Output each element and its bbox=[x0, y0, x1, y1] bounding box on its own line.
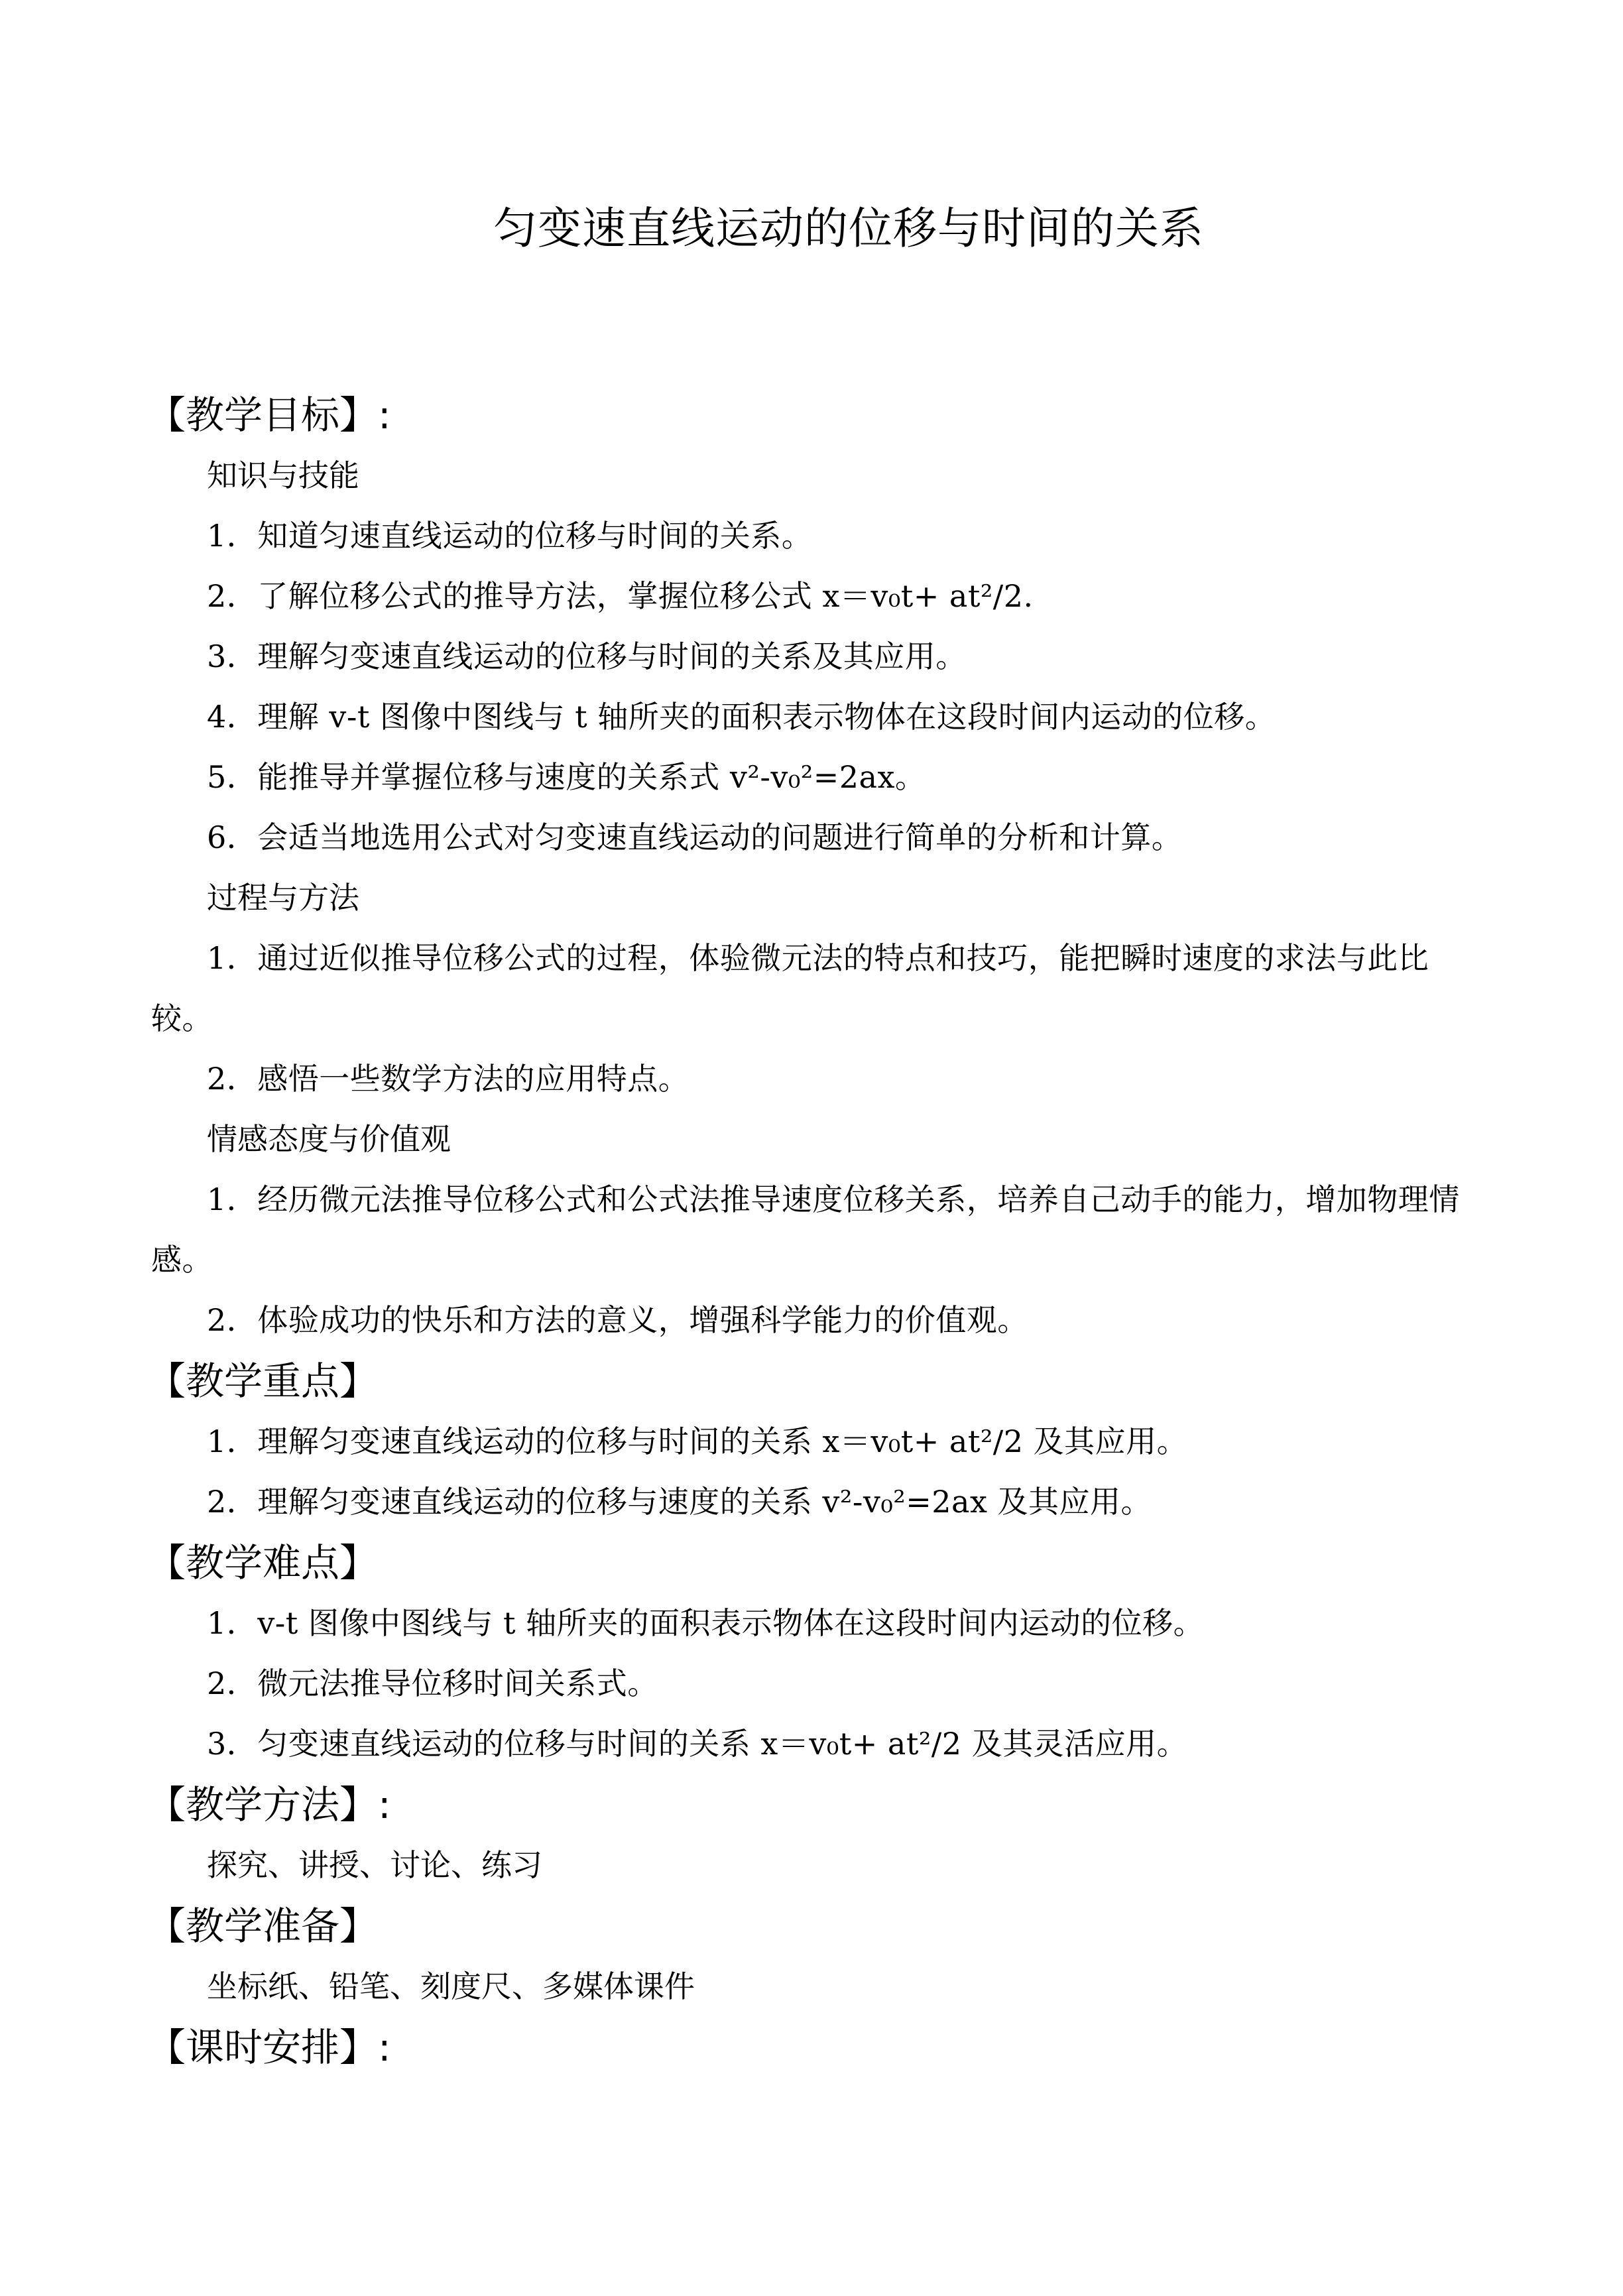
section-heading-difficulties: 【教学难点】 bbox=[147, 1540, 379, 1585]
subheading-emotion: 情感态度与价值观 bbox=[207, 1121, 451, 1157]
section-heading-schedule: 【课时安排】: bbox=[147, 2025, 391, 2070]
difficulty-item: 3．匀变速直线运动的位移与时间的关系 x＝v₀t+ at²/2 及其灵活应用。 bbox=[207, 1726, 1188, 1762]
objective-process-item: 2．感悟一些数学方法的应用特点。 bbox=[207, 1061, 690, 1097]
section-heading-preparation: 【教学准备】 bbox=[147, 1903, 379, 1949]
objective-knowledge-item: 4．理解 v-t 图像中图线与 t 轴所夹的面积表示物体在这段时间内运动的位移。 bbox=[207, 699, 1276, 735]
objective-knowledge-item: 6．会适当地选用公式对匀变速直线运动的问题进行简单的分析和计算。 bbox=[207, 819, 1183, 855]
document-body bbox=[147, 385, 1490, 2078]
document-title: 匀变速直线运动的位移与时间的关系 bbox=[493, 203, 1204, 254]
subheading-knowledge: 知识与技能 bbox=[207, 457, 359, 493]
preparation-text: 坐标纸、铅笔、刻度尺、多媒体课件 bbox=[207, 1968, 695, 2004]
section-heading-objectives: 【教学目标】: bbox=[147, 393, 391, 438]
section-heading-key-points: 【教学重点】 bbox=[147, 1359, 379, 1404]
section-heading-methods: 【教学方法】: bbox=[147, 1782, 391, 1827]
key-point-item: 2．理解匀变速直线运动的位移与速度的关系 v²-v₀²=2ax 及其应用。 bbox=[207, 1484, 1152, 1520]
objective-knowledge-item: 2．了解位移公式的推导方法，掌握位移公式 x＝v₀t+ at²/2. bbox=[207, 578, 1034, 614]
objective-knowledge-item: 5．能推导并掌握位移与速度的关系式 v²-v₀²=2ax。 bbox=[207, 759, 926, 795]
difficulty-item: 1．v-t 图像中图线与 t 轴所夹的面积表示物体在这段时间内运动的位移。 bbox=[207, 1605, 1205, 1641]
objective-emotion-item: 1．经历微元法推导位移公式和公式法推导速度位移关系，培养自己动手的能力，增加物理情感。 bbox=[151, 1181, 1460, 1278]
methods-text: 探究、讲授、讨论、练习 bbox=[207, 1847, 542, 1883]
objective-knowledge-item: 1．知道匀速直线运动的位移与时间的关系。 bbox=[207, 518, 813, 554]
difficulty-item: 2．微元法推导位移时间关系式。 bbox=[207, 1665, 658, 1701]
key-point-item: 1．理解匀变速直线运动的位移与时间的关系 x＝v₀t+ at²/2 及其应用。 bbox=[207, 1423, 1188, 1459]
objective-knowledge-item: 3．理解匀变速直线运动的位移与时间的关系及其应用。 bbox=[207, 638, 967, 674]
objective-process-item: 1．通过近似推导位移公式的过程，体验微元法的特点和技巧，能把瞬时速度的求法与此比较。 bbox=[151, 940, 1429, 1036]
subheading-process: 过程与方法 bbox=[207, 880, 359, 916]
objective-emotion-item: 2．体验成功的快乐和方法的意义，增强科学能力的价值观。 bbox=[207, 1302, 1028, 1338]
